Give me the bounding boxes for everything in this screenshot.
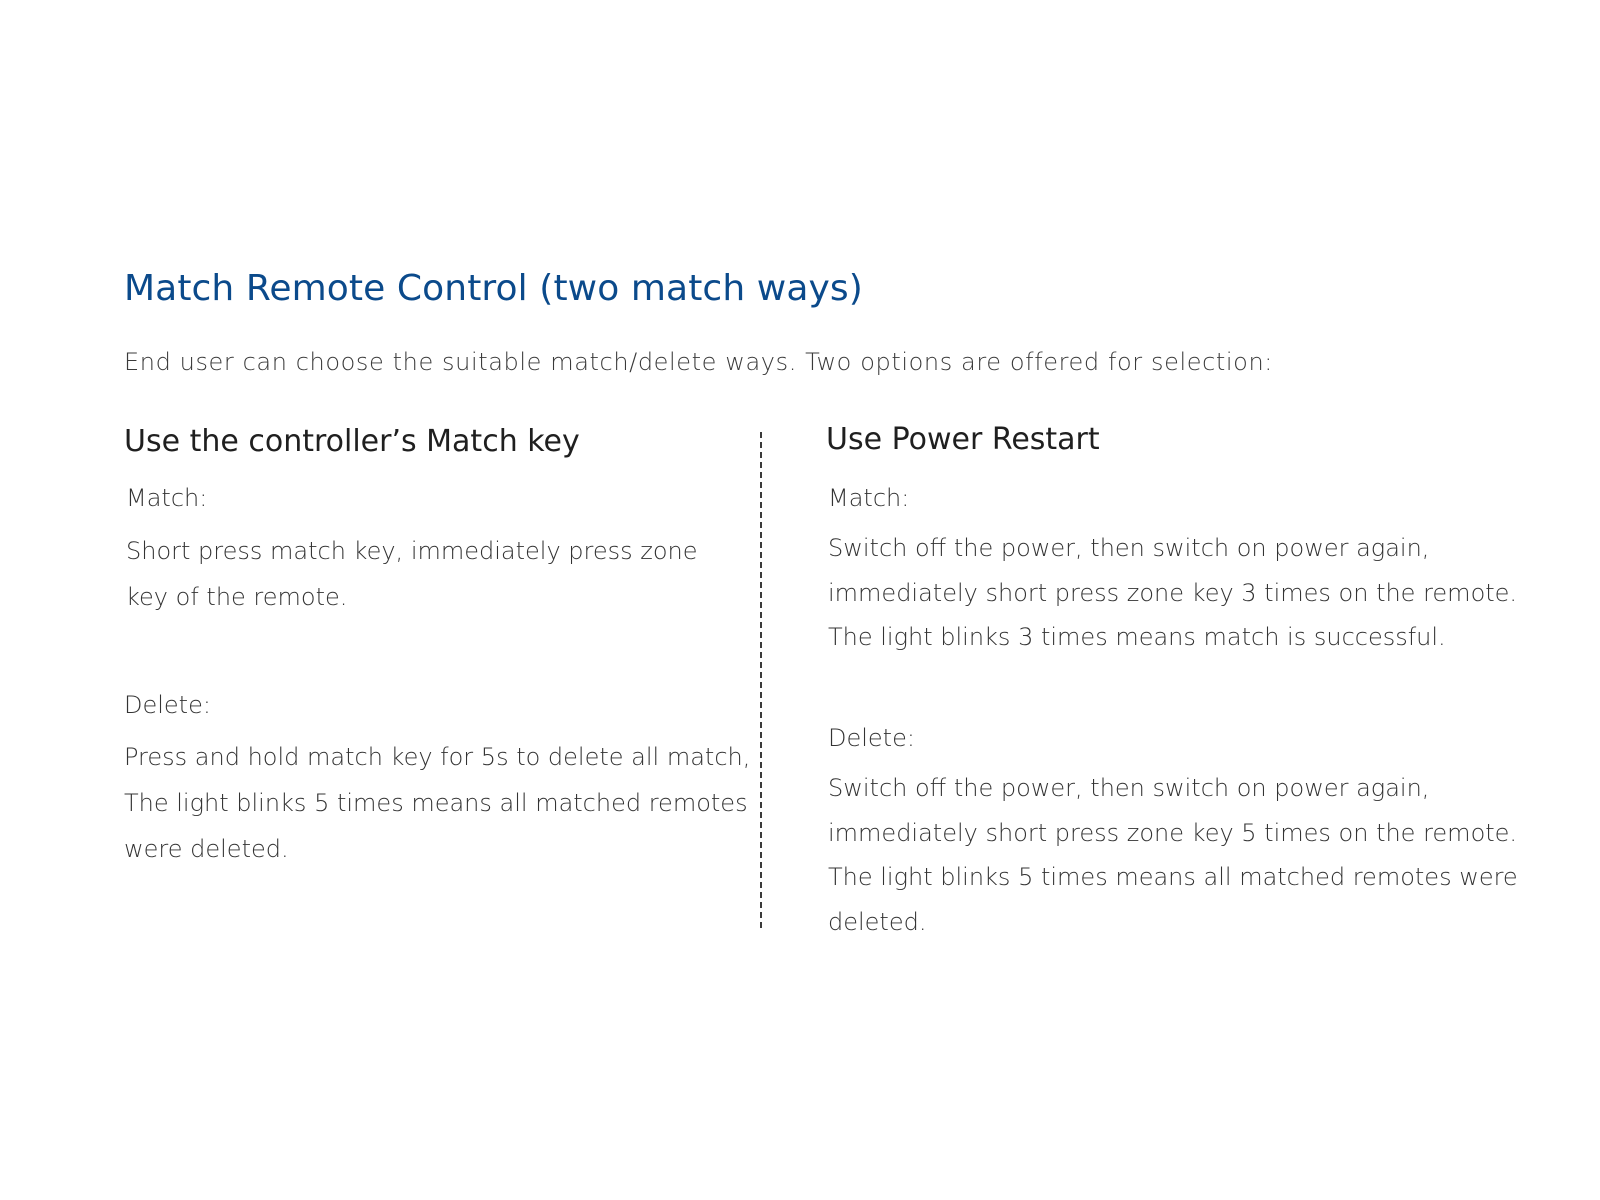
left-match-line: Short press match key, immediately press zone xyxy=(126,537,698,565)
right-section-heading: Use Power Restart xyxy=(826,422,1100,457)
right-delete-line: deleted. xyxy=(828,907,927,936)
right-delete-line: Switch off the power, then switch on power again, xyxy=(828,774,1430,802)
left-match-line: key of the remote. xyxy=(126,583,348,611)
right-match-label: Match: xyxy=(828,484,910,512)
column-divider xyxy=(760,432,762,928)
right-delete-label: Delete: xyxy=(828,724,915,752)
right-delete-instructions xyxy=(828,766,1518,944)
left-match-instructions xyxy=(126,528,698,620)
left-delete-line: The light blinks 5 times means all matched remotes xyxy=(124,789,748,817)
left-delete-line: were deleted. xyxy=(124,835,289,863)
right-delete-line: immediately short press zone key 5 times on the remote. xyxy=(828,818,1518,847)
left-delete-label: Delete: xyxy=(124,691,211,719)
right-match-line: immediately short press zone key 3 times on the remote. xyxy=(828,578,1518,607)
right-match-line: Switch off the power, then switch on power again, xyxy=(828,534,1430,562)
page-title: Match Remote Control (two match ways) xyxy=(124,268,863,309)
right-match-line: The light blinks 3 times means match is successful. xyxy=(828,623,1446,651)
left-delete-instructions xyxy=(124,734,750,872)
left-section-heading: Use the controller’s Match key xyxy=(124,424,580,459)
left-match-label: Match: xyxy=(126,484,208,512)
intro-text: End user can choose the suitable match/delete ways. Two options are offered for selection: xyxy=(124,348,1273,376)
left-delete-line: Press and hold match key for 5s to delete all match, xyxy=(124,743,751,771)
right-match-instructions xyxy=(828,526,1517,660)
right-delete-line: The light blinks 5 times means all matched remotes were xyxy=(828,863,1518,891)
